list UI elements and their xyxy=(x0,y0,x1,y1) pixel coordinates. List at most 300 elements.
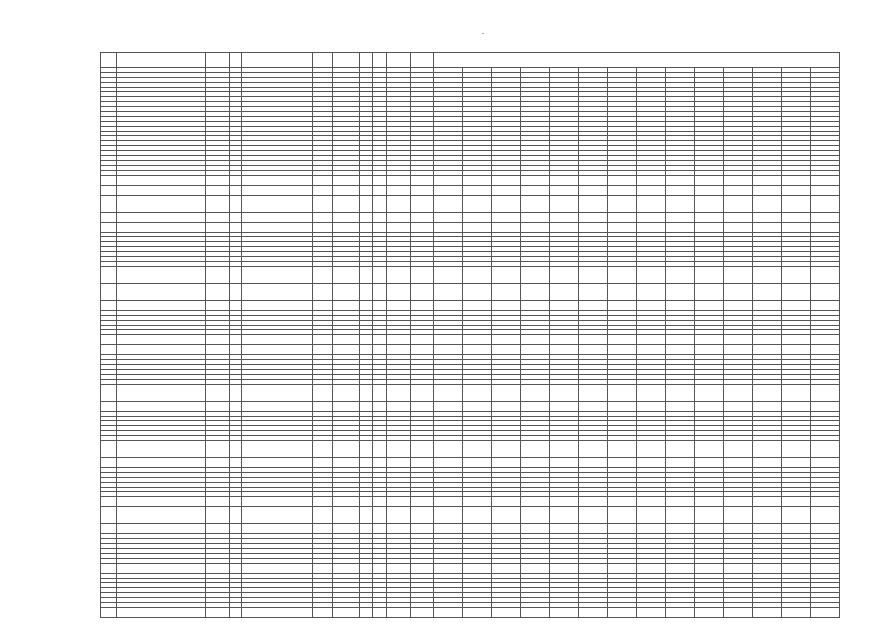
table-cell xyxy=(520,401,549,411)
table-cell xyxy=(313,266,333,283)
table-cell xyxy=(781,300,810,310)
table-cell xyxy=(433,497,462,507)
table-cell xyxy=(101,563,117,573)
table-cell xyxy=(411,175,433,185)
table-cell xyxy=(462,283,491,300)
table-cell xyxy=(636,283,665,300)
table-cell xyxy=(241,283,312,300)
table-cell xyxy=(333,563,360,573)
table-cell xyxy=(578,524,607,534)
table-cell xyxy=(810,440,839,457)
table-cell xyxy=(462,222,491,232)
table-cell xyxy=(781,222,810,232)
table-cell xyxy=(230,335,241,345)
table-cell xyxy=(549,524,578,534)
table-cell xyxy=(116,524,205,534)
table-cell xyxy=(636,563,665,573)
table-cell xyxy=(723,497,752,507)
table-cell xyxy=(386,212,411,222)
table-cell xyxy=(578,300,607,310)
table-cell xyxy=(205,384,230,401)
table-cell xyxy=(373,507,386,524)
table-cell xyxy=(491,300,520,310)
table-cell xyxy=(781,440,810,457)
table-row xyxy=(101,222,840,232)
table-cell xyxy=(549,300,578,310)
table-cell xyxy=(116,185,205,195)
table-cell xyxy=(386,563,411,573)
table-cell xyxy=(810,607,839,617)
table-cell xyxy=(520,212,549,222)
table-cell xyxy=(230,212,241,222)
table-cell xyxy=(205,497,230,507)
table-cell xyxy=(665,195,694,212)
table-cell xyxy=(694,345,723,355)
table-cell xyxy=(810,185,839,195)
table-cell xyxy=(241,222,312,232)
table-cell xyxy=(333,457,360,467)
table-cell xyxy=(520,185,549,195)
table-cell xyxy=(116,607,205,617)
table-cell xyxy=(313,283,333,300)
table-cell xyxy=(491,222,520,232)
table-cell xyxy=(549,212,578,222)
table-cell xyxy=(549,175,578,185)
table-cell xyxy=(752,497,781,507)
table-cell xyxy=(116,335,205,345)
table-cell xyxy=(116,195,205,212)
table-cell xyxy=(781,563,810,573)
table-row xyxy=(101,507,840,524)
table-cell xyxy=(781,457,810,467)
table-cell xyxy=(665,497,694,507)
table-cell xyxy=(607,283,636,300)
table-cell xyxy=(810,563,839,573)
table-cell xyxy=(101,283,117,300)
table-cell xyxy=(694,507,723,524)
table-cell xyxy=(752,266,781,283)
table-cell xyxy=(694,457,723,467)
table-cell xyxy=(386,497,411,507)
table-cell xyxy=(491,524,520,534)
table-cell xyxy=(101,185,117,195)
table-cell xyxy=(549,497,578,507)
table-row xyxy=(101,497,840,507)
table-cell xyxy=(116,345,205,355)
table-cell xyxy=(359,335,372,345)
table-cell xyxy=(694,607,723,617)
table-cell xyxy=(520,497,549,507)
table-cell xyxy=(462,524,491,534)
table-cell xyxy=(520,345,549,355)
table-cell xyxy=(313,563,333,573)
table-cell xyxy=(433,401,462,411)
table-cell xyxy=(810,384,839,401)
table-cell xyxy=(520,563,549,573)
table-cell xyxy=(359,222,372,232)
table-cell xyxy=(752,222,781,232)
table-cell xyxy=(491,283,520,300)
table-cell xyxy=(230,345,241,355)
table-cell xyxy=(205,345,230,355)
table-cell xyxy=(411,497,433,507)
table-cell xyxy=(636,401,665,411)
table-cell xyxy=(636,335,665,345)
table-cell xyxy=(411,384,433,401)
table-row xyxy=(101,345,840,355)
table-cell xyxy=(373,195,386,212)
table-cell xyxy=(433,212,462,222)
table-cell xyxy=(411,335,433,345)
table-cell xyxy=(549,283,578,300)
table-cell xyxy=(313,497,333,507)
table-cell xyxy=(116,212,205,222)
table-cell xyxy=(313,384,333,401)
table-cell xyxy=(491,195,520,212)
table-cell xyxy=(205,212,230,222)
table-cell xyxy=(636,440,665,457)
table-cell xyxy=(665,335,694,345)
table-cell xyxy=(723,563,752,573)
table-cell xyxy=(578,212,607,222)
table-cell xyxy=(810,524,839,534)
table-cell xyxy=(491,440,520,457)
table-cell xyxy=(386,440,411,457)
table-cell xyxy=(116,175,205,185)
header-cell xyxy=(333,53,360,68)
table-cell xyxy=(230,195,241,212)
table-cell xyxy=(433,384,462,401)
table-cell xyxy=(433,335,462,345)
table-cell xyxy=(373,563,386,573)
table-cell xyxy=(578,607,607,617)
table-cell xyxy=(665,266,694,283)
table-cell xyxy=(433,440,462,457)
table-row xyxy=(101,175,840,185)
table-cell xyxy=(359,384,372,401)
table-cell xyxy=(230,175,241,185)
table-cell xyxy=(781,266,810,283)
table-cell xyxy=(462,457,491,467)
table-cell xyxy=(752,524,781,534)
table-cell xyxy=(116,440,205,457)
table-cell xyxy=(386,283,411,300)
header-cell xyxy=(101,53,117,68)
table-cell xyxy=(462,300,491,310)
table-cell xyxy=(373,175,386,185)
table-cell xyxy=(578,457,607,467)
table-cell xyxy=(578,345,607,355)
table-cell xyxy=(665,384,694,401)
table-cell xyxy=(241,497,312,507)
table-cell xyxy=(549,401,578,411)
table-row xyxy=(101,457,840,467)
table-cell xyxy=(411,457,433,467)
table-cell xyxy=(230,440,241,457)
table-cell xyxy=(491,212,520,222)
table-cell xyxy=(462,212,491,222)
table-cell xyxy=(491,345,520,355)
table-cell xyxy=(665,563,694,573)
table-cell xyxy=(462,401,491,411)
table-cell xyxy=(205,401,230,411)
table-cell xyxy=(636,524,665,534)
table-cell xyxy=(781,384,810,401)
table-cell xyxy=(241,195,312,212)
table-body xyxy=(101,53,840,618)
table-cell xyxy=(607,507,636,524)
table-cell xyxy=(462,175,491,185)
table-cell xyxy=(752,175,781,185)
table-cell xyxy=(491,457,520,467)
table-cell xyxy=(433,607,462,617)
table-cell xyxy=(313,440,333,457)
table-cell xyxy=(520,440,549,457)
table-cell xyxy=(520,457,549,467)
table-cell xyxy=(462,440,491,457)
table-cell xyxy=(810,345,839,355)
table-cell xyxy=(607,440,636,457)
header-cell xyxy=(386,53,411,68)
table-cell xyxy=(752,563,781,573)
table-cell xyxy=(333,212,360,222)
table-cell xyxy=(313,185,333,195)
table-cell xyxy=(723,222,752,232)
table-cell xyxy=(241,185,312,195)
table-cell xyxy=(386,222,411,232)
table-cell xyxy=(491,175,520,185)
header-cell xyxy=(116,53,205,68)
table-cell xyxy=(549,440,578,457)
table-cell xyxy=(752,300,781,310)
table-cell xyxy=(373,384,386,401)
table-cell xyxy=(723,401,752,411)
table-cell xyxy=(241,345,312,355)
table-cell xyxy=(578,384,607,401)
table-row xyxy=(101,335,840,345)
table-cell xyxy=(433,175,462,185)
table-cell xyxy=(462,607,491,617)
table-cell xyxy=(723,440,752,457)
table-cell xyxy=(359,440,372,457)
table-cell xyxy=(205,524,230,534)
table-cell xyxy=(781,175,810,185)
table-cell xyxy=(752,440,781,457)
table-cell xyxy=(520,335,549,345)
table-cell xyxy=(462,345,491,355)
table-cell xyxy=(723,175,752,185)
table-cell xyxy=(636,345,665,355)
table-cell xyxy=(411,222,433,232)
table-cell xyxy=(230,607,241,617)
table-cell xyxy=(607,266,636,283)
table-cell xyxy=(373,185,386,195)
table-cell xyxy=(241,384,312,401)
table-cell xyxy=(333,335,360,345)
table-cell xyxy=(694,497,723,507)
table-cell xyxy=(205,607,230,617)
table-cell xyxy=(241,335,312,345)
table-cell xyxy=(810,457,839,467)
table-cell xyxy=(116,497,205,507)
table-cell xyxy=(373,524,386,534)
table-cell xyxy=(665,212,694,222)
table-cell xyxy=(230,507,241,524)
table-cell xyxy=(665,283,694,300)
table-cell xyxy=(549,222,578,232)
table-cell xyxy=(373,607,386,617)
table-cell xyxy=(810,300,839,310)
table-cell xyxy=(373,283,386,300)
table-cell xyxy=(752,384,781,401)
table-cell xyxy=(781,401,810,411)
header-funding-years xyxy=(433,53,839,68)
table-cell xyxy=(636,507,665,524)
table-cell xyxy=(101,335,117,345)
table-cell xyxy=(549,185,578,195)
table-cell xyxy=(462,497,491,507)
table-cell xyxy=(781,497,810,507)
table-cell xyxy=(636,300,665,310)
table-cell xyxy=(491,185,520,195)
table-cell xyxy=(333,524,360,534)
table-cell xyxy=(433,524,462,534)
table-cell xyxy=(549,195,578,212)
table-cell xyxy=(433,185,462,195)
table-cell xyxy=(578,283,607,300)
table-cell xyxy=(373,222,386,232)
table-cell xyxy=(359,195,372,212)
table-cell xyxy=(462,507,491,524)
table-cell xyxy=(607,175,636,185)
table-cell xyxy=(578,175,607,185)
table-cell xyxy=(520,300,549,310)
table-cell xyxy=(607,300,636,310)
table-cell xyxy=(694,300,723,310)
table-cell xyxy=(313,335,333,345)
table-cell xyxy=(723,300,752,310)
table-cell xyxy=(313,212,333,222)
table-row xyxy=(101,185,840,195)
table-cell xyxy=(578,335,607,345)
table-cell xyxy=(411,212,433,222)
table-cell xyxy=(665,401,694,411)
table-cell xyxy=(665,507,694,524)
table-cell xyxy=(723,345,752,355)
table-cell xyxy=(313,507,333,524)
table-cell xyxy=(313,300,333,310)
table-cell xyxy=(116,300,205,310)
table-cell xyxy=(578,185,607,195)
table-cell xyxy=(241,563,312,573)
table-cell xyxy=(333,266,360,283)
table-cell xyxy=(411,440,433,457)
table-cell xyxy=(520,507,549,524)
table-cell xyxy=(723,212,752,222)
table-cell xyxy=(333,507,360,524)
table-cell xyxy=(359,507,372,524)
table-cell xyxy=(636,607,665,617)
table-cell xyxy=(101,222,117,232)
table-cell xyxy=(752,195,781,212)
table-cell xyxy=(333,497,360,507)
spreadsheet-page xyxy=(100,52,840,607)
table-cell xyxy=(433,283,462,300)
table-cell xyxy=(230,384,241,401)
table-cell xyxy=(373,345,386,355)
table-cell xyxy=(607,563,636,573)
table-cell xyxy=(101,524,117,534)
table-cell xyxy=(520,384,549,401)
table-cell xyxy=(607,185,636,195)
table-cell xyxy=(781,607,810,617)
table-cell xyxy=(636,266,665,283)
table-cell xyxy=(665,185,694,195)
table-cell xyxy=(373,497,386,507)
table-cell xyxy=(462,266,491,283)
table-cell xyxy=(333,401,360,411)
table-cell xyxy=(205,195,230,212)
table-cell xyxy=(359,607,372,617)
table-cell xyxy=(462,384,491,401)
table-cell xyxy=(665,440,694,457)
table-cell xyxy=(241,457,312,467)
table-cell xyxy=(549,607,578,617)
table-cell xyxy=(101,401,117,411)
table-cell xyxy=(386,507,411,524)
table-cell xyxy=(694,212,723,222)
table-cell xyxy=(665,524,694,534)
table-cell xyxy=(359,345,372,355)
table-cell xyxy=(386,457,411,467)
table-cell xyxy=(694,384,723,401)
table-cell xyxy=(694,440,723,457)
table-row xyxy=(101,440,840,457)
table-cell xyxy=(205,185,230,195)
table-row xyxy=(101,384,840,401)
table-cell xyxy=(359,497,372,507)
table-cell xyxy=(333,185,360,195)
table-cell xyxy=(607,212,636,222)
table-cell xyxy=(386,384,411,401)
table-cell xyxy=(333,175,360,185)
table-cell xyxy=(433,345,462,355)
table-cell xyxy=(781,212,810,222)
table-cell xyxy=(386,300,411,310)
table-cell xyxy=(462,563,491,573)
table-row xyxy=(101,195,840,212)
table-cell xyxy=(205,222,230,232)
table-cell xyxy=(491,607,520,617)
table-cell xyxy=(333,440,360,457)
table-cell xyxy=(241,401,312,411)
table-cell xyxy=(607,497,636,507)
table-cell xyxy=(549,507,578,524)
table-cell xyxy=(101,175,117,185)
table-cell xyxy=(810,507,839,524)
table-cell xyxy=(491,497,520,507)
table-cell xyxy=(752,185,781,195)
table-cell xyxy=(607,401,636,411)
table-cell xyxy=(723,335,752,345)
table-cell xyxy=(386,401,411,411)
table-cell xyxy=(411,195,433,212)
table-cell xyxy=(520,195,549,212)
table-cell xyxy=(578,440,607,457)
header-cell xyxy=(313,53,333,68)
table-cell xyxy=(607,222,636,232)
table-cell xyxy=(723,524,752,534)
